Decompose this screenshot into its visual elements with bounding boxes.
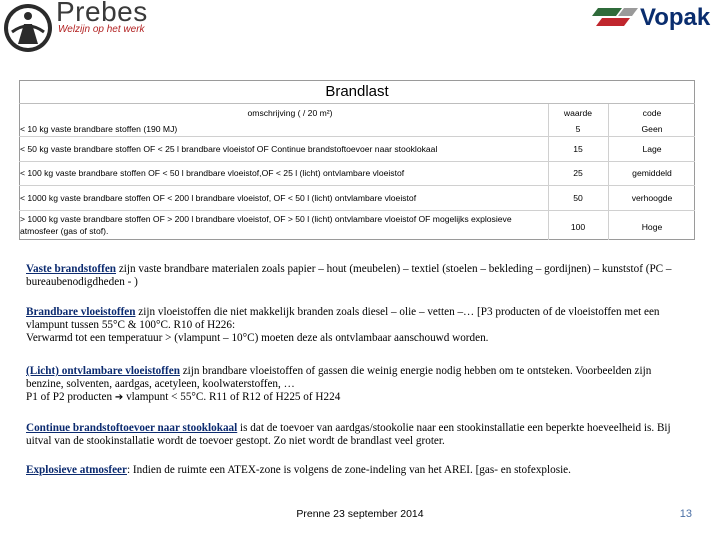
definition-text: Verwarmd tot een temperatuur > (vlampunt – 10°C) moeten deze als ontvlambaar aanschouwd worden. xyxy=(26,332,489,344)
header-description: omschrijving ( / 20 m²) xyxy=(247,108,333,118)
prebes-logo xyxy=(0,0,160,60)
table-row-code: Hoge xyxy=(641,222,663,232)
definition-text: zijn vaste brandbare materialen zoals papier – hout (meubelen) – textiel (stoelen – bekleding – gordijnen) – kunststof (PC – bureaubenodigdheden - ) xyxy=(26,263,672,288)
row-divider xyxy=(19,136,695,137)
table-row-description: < 50 kg vaste brandbare stoffen OF < 25 l brandbare vloeistof OF Continue brandstoftoevoer naar stooklokaal xyxy=(20,144,438,154)
vopak-logo xyxy=(592,4,716,32)
term-ontvlambare-vloeistoffen: (Licht) ontvlambare vloeistoffen xyxy=(26,365,180,377)
definition-brandbare-vloeistoffen xyxy=(26,306,690,345)
table-row-code: Geen xyxy=(641,124,663,134)
header-value: waarde xyxy=(563,108,593,118)
table-row-value: 5 xyxy=(575,124,581,134)
footer-date: Prenne 23 september 2014 xyxy=(296,508,424,520)
row-divider xyxy=(19,210,695,211)
definition-text: P1 of P2 producten xyxy=(26,391,115,403)
definition-continue-brandstoftoevoer xyxy=(26,422,690,448)
definition-text: zijn vloeistoffen die niet makkelijk branden zoals diesel – olie – vetten –… [P3 producten of de vloeistoffen met een vlampunt tussen 55°C & 100°C. R10 of H226: xyxy=(26,306,660,331)
prebes-tagline: Welzijn op het werk xyxy=(58,24,145,35)
arrow-right-icon: ➔ xyxy=(114,392,124,403)
page-number: 13 xyxy=(679,508,692,520)
definition-text: vlampunt < 55°C. R11 of R12 of H225 of H224 xyxy=(123,391,341,403)
table-title: Brandlast xyxy=(19,80,695,104)
table-row-value: 15 xyxy=(573,144,583,154)
table-row-value: 50 xyxy=(573,193,583,203)
table-row-code: verhoogde xyxy=(631,193,673,203)
header-code: code xyxy=(642,108,662,118)
prebes-wordmark: Prebes xyxy=(56,0,148,27)
definition-text: is dat de toevoer van aardgas/stookolie naar een stookinstallatie een beperkte hoeveelheid is. Bij uitval van de stookinstallatie wordt de toevoer gestopt. Zo niet wordt de brandlast veel groter. xyxy=(26,422,671,447)
vopak-flag-icon xyxy=(592,6,638,30)
table-row-description: < 1000 kg vaste brandbare stoffen OF < 200 l brandbare vloeistof, OF < 50 l (licht) ontvlambare vloeistof xyxy=(20,193,417,203)
row-divider xyxy=(19,161,695,162)
term-brandbare-vloeistoffen: Brandbare vloeistoffen xyxy=(26,306,136,318)
table-row-description: > 1000 kg vaste brandbare stoffen OF > 200 l brandbare vloeistof, OF > 50 l (licht) ontvlambare vloeistof OF mogelijks explosieve atmosfeer (gas of stof). xyxy=(20,214,512,236)
table-row-code: gemiddeld xyxy=(632,168,672,178)
vopak-wordmark: Vopak xyxy=(640,4,711,31)
term-vaste-brandstoffen: Vaste brandstoffen xyxy=(26,263,117,275)
definition-vaste-brandstoffen xyxy=(26,263,690,289)
table-row-value: 25 xyxy=(573,168,583,178)
definition-text: zijn brandbare vloeistoffen of gassen die weinig energie nodig hebben om te ontsteken. Voorbeelden zijn benzine, solventen, aardgas, acetyleen, koolwaterstoffen, … xyxy=(26,365,652,390)
table-row-code: Lage xyxy=(642,144,662,154)
table-row-description: < 10 kg vaste brandbare stoffen (190 MJ) xyxy=(20,124,178,134)
term-continue-brandstoftoevoer: Continue brandstoftoevoer naar stooklokaal xyxy=(26,422,238,434)
prebes-emblem-icon xyxy=(2,2,54,54)
definition-explosieve-atmosfeer xyxy=(26,464,690,477)
term-explosieve-atmosfeer: Explosieve atmosfeer xyxy=(26,464,127,476)
definition-ontvlambare-vloeistoffen xyxy=(26,365,690,404)
table-row-value: 100 xyxy=(570,222,586,232)
table-row-description: < 100 kg vaste brandbare stoffen OF < 50 l brandbare vloeistof,OF < 25 l (licht) ontvlambare vloeistof xyxy=(20,168,405,178)
definition-text: : Indien de ruimte een ATEX-zone is volgens de zone-indeling van het AREI. [gas- en stofexplosie. xyxy=(126,464,571,476)
row-divider xyxy=(19,185,695,186)
